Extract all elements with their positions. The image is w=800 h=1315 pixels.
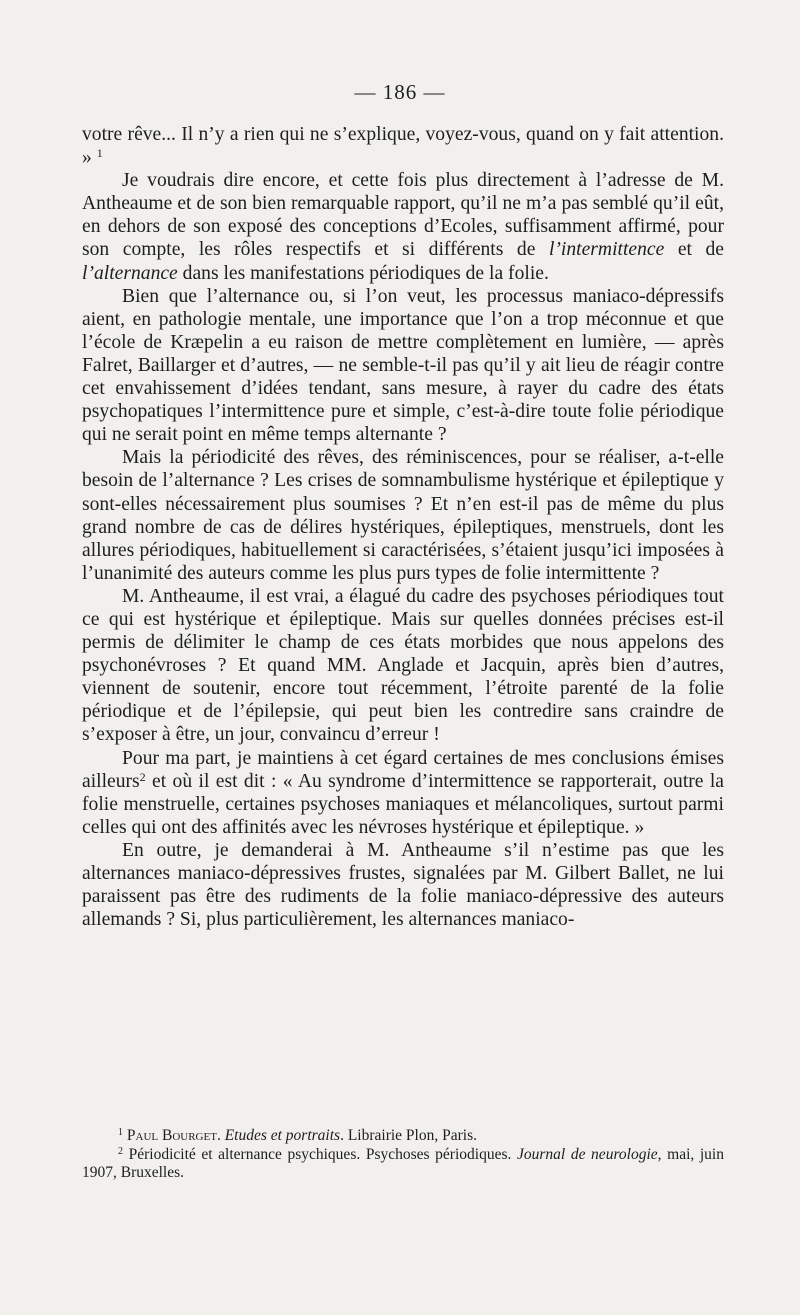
footnote-1-author: Paul Bourget (126, 1127, 217, 1144)
page-number: — 186 — (354, 80, 446, 104)
footnotes (82, 1127, 724, 1183)
paragraph-3: Bien que l’alternance ou, si l’on veut, les processus maniaco-dépressifs aient, en pathologie mentale, une importance que l’on a trop méconnue et que l’école de Kræpelin a eu raison de mettre complètement en lumière, — après Falret, Baillarger et d’autres, — ne semble-t-il pas qu’il y ait lieu de réagir contre cet envahissement d’idées tendant, sans mesure, à rayer du cadre des états psychopatiques l’intermittence pure et simple, c’est-à-dire toute folie périodique qui ne serait point en même temps alternante ? (82, 285, 724, 446)
footnote-ref-2: 2 (139, 769, 146, 784)
paragraph-6-text-after: et où il est dit : « Au syndrome d’intermittence se rapporterait, outre la folie menstruelle, certaines psychoses maniaques et mélancoliques, surtout parmi celles qui ont des affinités avec les névroses hystérique et épileptique. » (82, 770, 724, 838)
term-intermittence: l’intermittence (548, 239, 665, 261)
paragraph-2-text-middle: et de (664, 239, 724, 261)
footnote-1: $^1$ Paul Bourget. Etudes et portraits. Librairie Plon, Paris. (118, 1127, 477, 1144)
body-text (82, 123, 724, 931)
footnote-2-mark: 2 (118, 1145, 123, 1157)
term-alternance: l’alternance (82, 262, 178, 284)
paragraph-2-text-before: Je voudrais dire encore, et cette fois plus directement à l’adresse de M. Antheaume et de son bien remarquable rapport, qu’il ne m’a pas semblé qu’il eût, en dehors de son exposé des conceptions d’Ecoles, suffisamment affirmé, pour son compte, les rôles respectifs et si différents de (82, 170, 724, 261)
paragraph-7: En outre, je demanderai à M. Antheaume s’il n’estime pas que les alternances maniaco-dépressives frustes, signalées par M. Gilbert Ballet, ne lui paraissent pas être des rudiments de la folie maniaco-dépressive des auteurs allemands ? Si, plus particulièrement, les alternances maniaco- (82, 839, 724, 931)
footnote-2 (82, 1146, 724, 1183)
footnote-2-rest: , mai, juin 1907, Bruxelles. (82, 1145, 724, 1181)
paragraph-2-text-after: dans les manifestations périodiques de la folie. (177, 262, 549, 284)
footnote-1-mark: 1 (118, 1127, 123, 1138)
paragraph-6-text-before: Pour ma part, je maintiens à cet égard certaines de mes conclusions émises ailleurs (82, 747, 724, 792)
paragraph-2 (82, 169, 724, 284)
footnote-ref-1: 1 (96, 146, 103, 161)
footnote-2-journal: Journal de neurologie (516, 1145, 658, 1163)
footnote-1-rest: Librairie Plon, Paris. (343, 1127, 477, 1144)
footnote-1-title: Etudes et portraits (224, 1127, 341, 1144)
paragraph-4: Mais la périodicité des rêves, des réminiscences, pour se réaliser, a-t-elle besoin de l’alternance ? Les crises de somnambulisme hystérique et épileptique y sont-elles nécessairement plus soumises ? Et n’en est-il pas de même du plus grand nombre de cas de délires hystériques, épileptiques, menstruels, dont les allures périodiques, habituellement si caractérisées, s’étaient jusqu’ici imposées à l’unanimité des auteurs comme les plus purs types de folie intermittente ? (82, 447, 724, 584)
footnote-2-text: Périodicité et alternance psychiques. Psychoses périodiques. (123, 1145, 517, 1163)
paragraph-1-text: votre rêve... Il n’y a rien qui ne s’explique, voyez-vous, quand on y fait attention. » (82, 124, 724, 169)
paragraph-6 (82, 747, 724, 839)
paragraph-1 (82, 123, 724, 169)
paragraph-5: M. Antheaume, il est vrai, a élagué du cadre des psychoses périodiques tout ce qui est hystérique et épileptique. Mais sur quelles données précises est-il permis de délimiter le champ de ces états morbides que nous appelons des psychonévroses ? Et quand MM. Anglade et Jacquin, après bien d’autres, viennent de soutenir, encore tout récemment, l’étroite parenté de la folie périodique et de l’épilepsie, qui peut bien les contredire sans craindre de s’exposer à être, un jour, convaincu d’erreur ! (82, 585, 724, 746)
